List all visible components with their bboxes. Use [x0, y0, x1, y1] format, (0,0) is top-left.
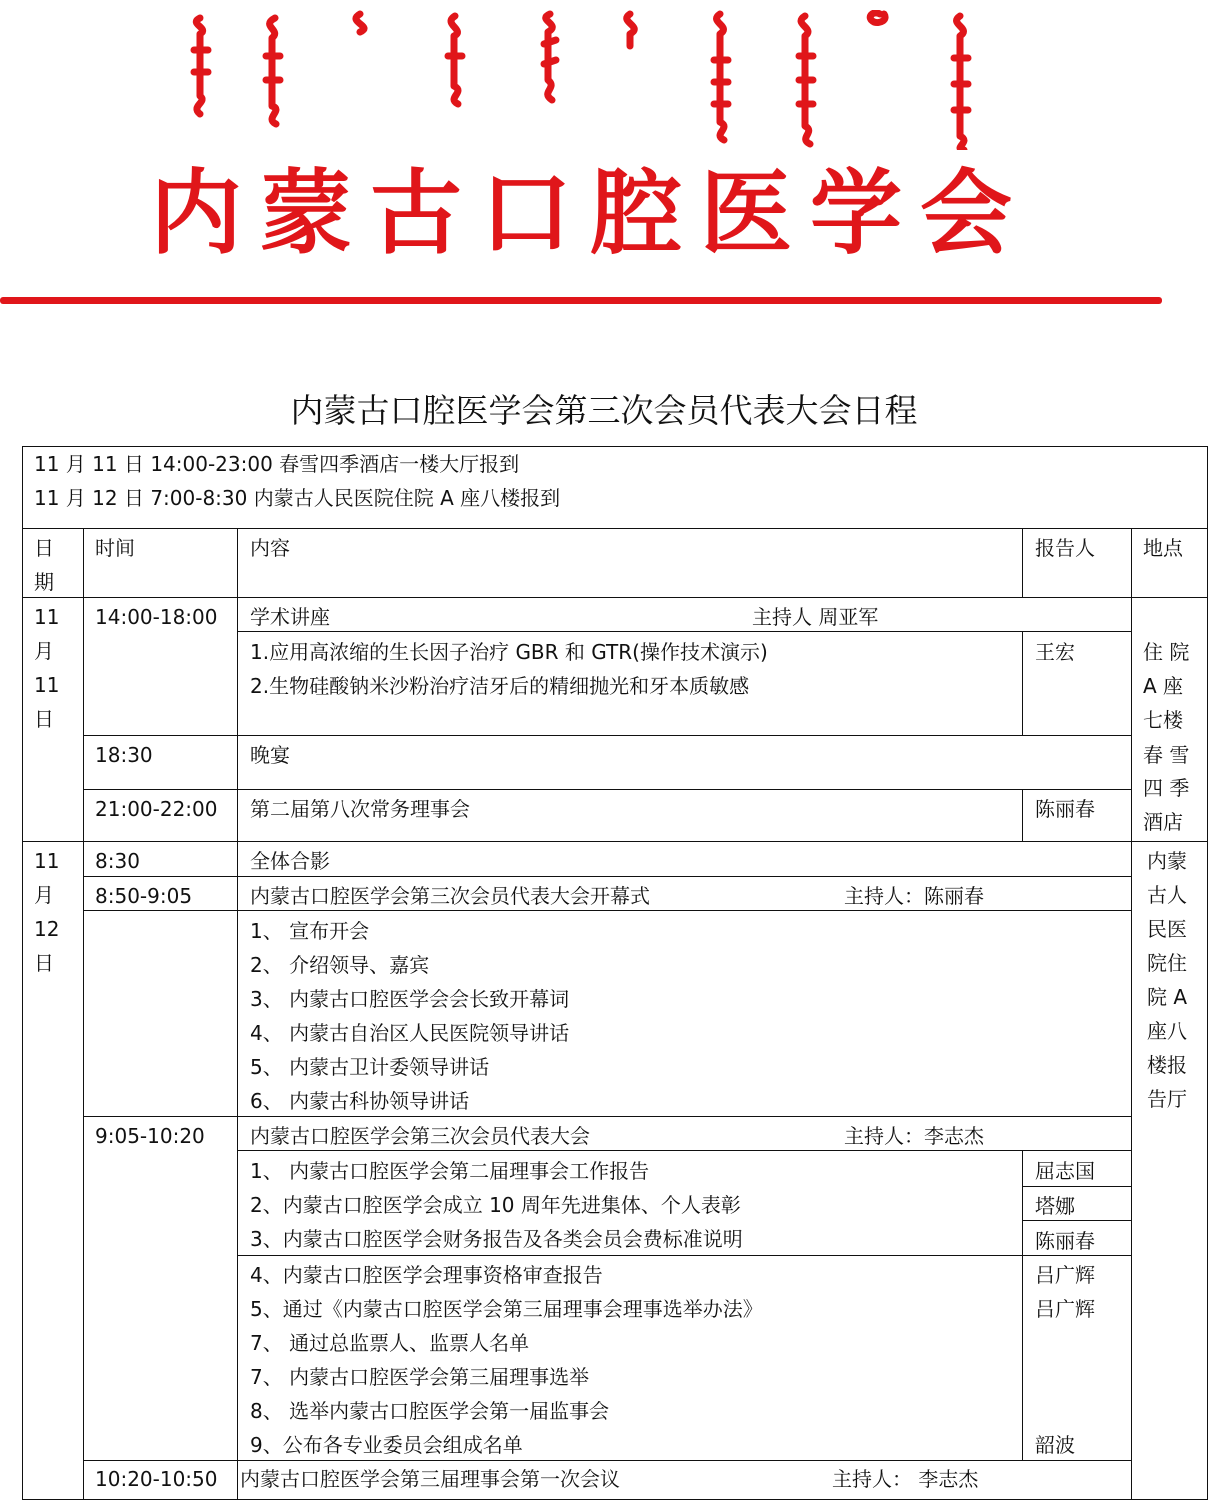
divider [83, 528, 84, 1500]
divider [237, 1255, 1131, 1256]
mongolian-script-drawing [160, 10, 1000, 150]
day2-date: 12 [34, 917, 60, 941]
agenda-item: 3、内蒙古口腔医学会财务报告及各类会员会费标准说明 [250, 1227, 743, 1251]
day1-date: 日 [34, 707, 54, 731]
agenda-item: 2、内蒙古口腔医学会成立 10 周年先进集体、个人表彰 [250, 1193, 741, 1217]
agenda-item: 1.应用高浓缩的生长因子治疗 GBR 和 GTR(操作技术演示) [250, 640, 768, 664]
session-host: 主持人：陈丽春 [844, 884, 984, 908]
speaker-name: 吕广辉 [1035, 1297, 1095, 1321]
session-title: 晚宴 [250, 743, 290, 767]
divider [1022, 1150, 1023, 1460]
session-host: 主持人：李志杰 [844, 1124, 984, 1148]
agenda-item: 9、公布各专业委员会组成名单 [250, 1433, 523, 1457]
speaker-name: 屈志国 [1035, 1159, 1095, 1183]
divider [22, 597, 1208, 598]
session-title: 内蒙古口腔医学会第三次会员代表大会 [250, 1124, 590, 1148]
registration-line: 11 月 12 日 7:00-8:30 内蒙古人民医院住院 A 座八楼报到 [34, 486, 561, 510]
agenda-item: 4、 内蒙古自治区人民医院领导讲话 [250, 1021, 570, 1045]
header-content: 内容 [250, 536, 290, 560]
day1-date: 月 [34, 639, 54, 663]
session-title: 学术讲座 [250, 605, 330, 629]
location-line: 住 院 [1143, 640, 1190, 664]
divider [1131, 528, 1132, 842]
divider [22, 528, 1208, 529]
agenda-item: 3、 内蒙古口腔医学会会长致开幕词 [250, 987, 570, 1011]
org-name-chinese: 内蒙古口腔医学会 [150, 159, 1031, 267]
location-line: A 座 [1143, 674, 1184, 698]
divider [1131, 841, 1132, 1500]
location-line: 民医 [1147, 917, 1187, 941]
location-line: 内蒙 [1147, 849, 1187, 873]
location-line: 院住 [1147, 951, 1187, 975]
session-title: 内蒙古口腔医学会第三次会员代表大会开幕式 [250, 884, 650, 908]
session-time: 8:30 [95, 849, 140, 873]
divider [83, 789, 1131, 790]
divider [83, 910, 1131, 911]
agenda-item: 4、内蒙古口腔医学会理事资格审查报告 [250, 1263, 603, 1287]
header-time: 时间 [95, 536, 135, 560]
day2-date: 日 [34, 951, 54, 975]
day1-date: 11 [34, 673, 60, 697]
divider [83, 735, 1131, 736]
agenda-item: 5、 内蒙古卫计委领导讲话 [250, 1055, 490, 1079]
registration-line: 11 月 11 日 14:00-23:00 春雪四季酒店一楼大厅报到 [34, 452, 520, 476]
location-line: 座八 [1147, 1019, 1187, 1043]
session-title: 内蒙古口腔医学会第三届理事会第一次会议 [240, 1467, 620, 1491]
location-line: 古人 [1147, 883, 1187, 907]
speaker-name: 塔娜 [1035, 1194, 1075, 1218]
agenda-item: 7、 通过总监票人、监票人名单 [250, 1331, 530, 1355]
session-time: 9:05-10:20 [95, 1124, 205, 1148]
session-time: 14:00-18:00 [95, 605, 218, 629]
speaker-name: 陈丽春 [1035, 1229, 1095, 1253]
divider [237, 631, 1131, 632]
location-line: 告厅 [1147, 1087, 1187, 1111]
divider [83, 1460, 1131, 1461]
agenda-item: 2.生物硅酸钠米沙粉治疗洁牙后的精细抛光和牙本质敏感 [250, 674, 750, 698]
agenda-item: 1、 宣布开会 [250, 919, 370, 943]
day1-date: 11 [34, 605, 60, 629]
agenda-item: 2、 介绍领导、嘉宾 [250, 953, 430, 977]
divider [237, 1150, 1131, 1151]
divider [1022, 1186, 1131, 1187]
agenda-item: 6、 内蒙古科协领导讲话 [250, 1089, 470, 1113]
agenda-item: 8、 选举内蒙古口腔医学会第一届监事会 [250, 1399, 610, 1423]
location-line: 酒店 [1143, 810, 1183, 834]
divider [83, 1116, 1131, 1117]
session-host: 主持人 周亚军 [752, 605, 879, 629]
day2-date: 月 [34, 883, 54, 907]
session-time: 8:50-9:05 [95, 884, 193, 908]
divider [22, 841, 1208, 842]
divider [1022, 789, 1023, 842]
agenda-item: 7、 内蒙古口腔医学会第三届理事选举 [250, 1365, 590, 1389]
speaker-name: 吕广辉 [1035, 1263, 1095, 1287]
location-line: 七楼 [1143, 708, 1183, 732]
header-date: 期 [34, 570, 54, 594]
location-line: 春 雪 [1143, 743, 1190, 767]
header-date: 日 [34, 536, 54, 560]
divider [83, 876, 1131, 877]
speaker-name: 王宏 [1035, 640, 1075, 664]
session-time: 10:20-10:50 [95, 1467, 218, 1491]
page-title: 内蒙古口腔医学会第三次会员代表大会日程 [290, 391, 918, 430]
agenda-item: 5、通过《内蒙古口腔医学会第三届理事会理事选举办法》 [250, 1297, 763, 1321]
agenda-item: 1、 内蒙古口腔医学会第二届理事会工作报告 [250, 1159, 650, 1183]
speaker-name: 陈丽春 [1035, 797, 1095, 821]
speaker-name: 韶波 [1035, 1433, 1075, 1457]
location-line: 四 季 [1143, 776, 1190, 800]
divider [1022, 1220, 1131, 1221]
location-line: 院 A [1147, 985, 1188, 1009]
divider [237, 528, 238, 1500]
header-speaker: 报告人 [1035, 536, 1095, 560]
mongolian-script-emblem [160, 10, 1000, 150]
divider [1022, 528, 1023, 598]
session-time: 18:30 [95, 743, 153, 767]
letterhead-divider [0, 297, 1162, 304]
session-time: 21:00-22:00 [95, 797, 218, 821]
divider [1022, 631, 1023, 735]
session-host: 主持人： 李志杰 [832, 1467, 979, 1491]
session-title: 第二届第八次常务理事会 [250, 797, 470, 821]
header-location: 地点 [1143, 536, 1183, 560]
session-title: 全体合影 [250, 849, 330, 873]
location-line: 楼报 [1147, 1053, 1187, 1077]
day2-date: 11 [34, 849, 60, 873]
